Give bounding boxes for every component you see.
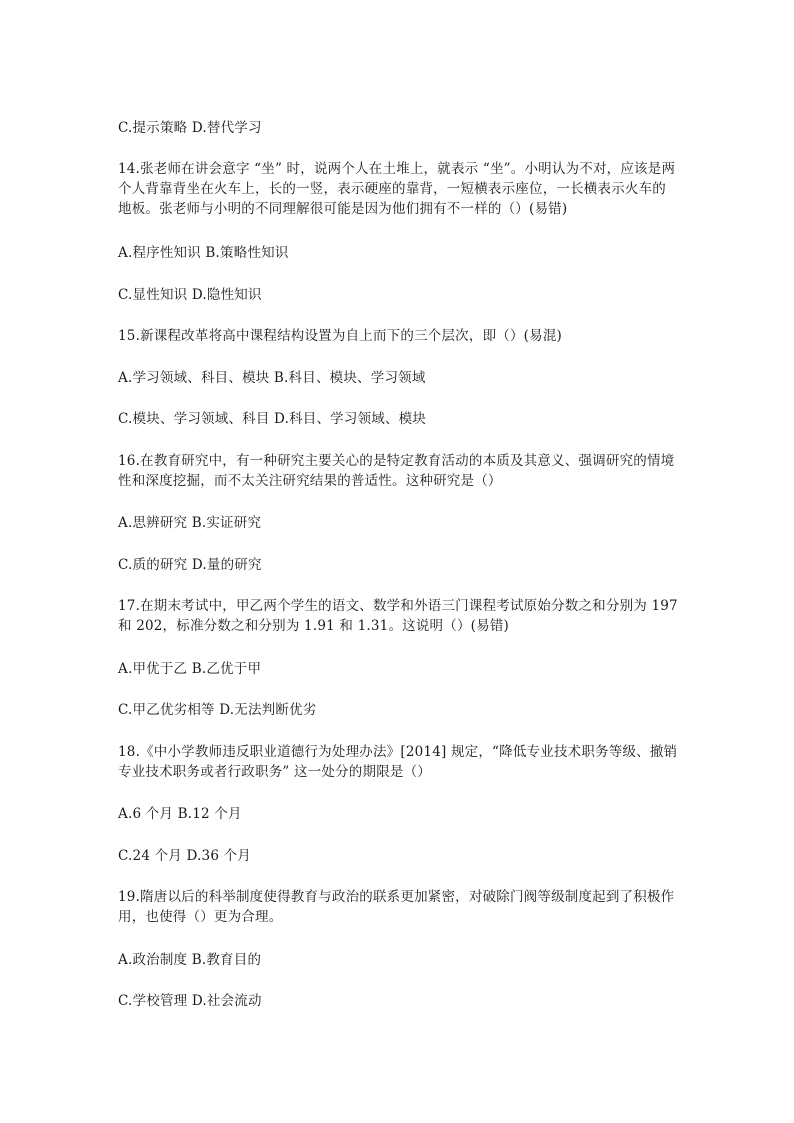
question-19: 19.隋唐以后的科举制度使得教育与政治的联系更加紧密，对破除门阀等级制度起到了积极作用，也使得（）更为合理。 bbox=[118, 889, 675, 925]
option-line-17-cd: C.甲乙优劣相等 D.无法判断优劣 bbox=[118, 702, 317, 718]
question-14: 14.张老师在讲会意字 “坐” 时，说两个人在土堆上，就表示 “坐”。小明认为不对，应该是两个人背靠背坐在火车上，长的一竖，表示硬座的靠背，一短横表示座位，一长横表示火车的地板。张老师与小明的不同理解很可能是因为他们拥有不一样的（）(易错) bbox=[118, 161, 676, 217]
option-line-19-ab: A.政治制度 B.教育目的 bbox=[118, 952, 262, 968]
option-line-15-ab: A.学习领域、科目、模块 B.科目、模块、学习领域 bbox=[118, 370, 426, 386]
option-line-13-cd: C.提示策略 D.替代学习 bbox=[118, 120, 262, 136]
option-line-14-cd: C.显性知识 D.隐性知识 bbox=[118, 287, 262, 303]
question-16: 16.在教育研究中，有一种研究主要关心的是特定教育活动的本质及其意义、强调研究的情境性和深度挖掘，而不太关注研究结果的普适性。这种研究是（） bbox=[118, 453, 675, 489]
question-17: 17.在期末考试中，甲乙两个学生的语文、数学和外语三门课程考试原始分数之和分别为 197 和 202，标准分数之和分别为 1.91 和 1.31。这说明（）(易错) bbox=[118, 598, 678, 634]
option-line-16-ab: A.思辨研究 B.实证研究 bbox=[118, 515, 262, 531]
question-15: 15.新课程改革将高中课程结构设置为自上而下的三个层次，即（）(易混) bbox=[118, 328, 563, 344]
option-line-19-cd: C.学校管理 D.社会流动 bbox=[118, 993, 262, 1009]
option-line-15-cd: C.模块、学习领域、科目 D.科目、学习领域、模块 bbox=[118, 411, 427, 427]
option-line-18-ab: A.6 个月 B.12 个月 bbox=[118, 806, 242, 822]
option-line-16-cd: C.质的研究 D.量的研究 bbox=[118, 557, 262, 573]
option-line-18-cd: C.24 个月 D.36 个月 bbox=[118, 848, 252, 864]
question-18: 18.《中小学教师违反职业道德行为处理办法》[2014] 规定，“降低专业技术职务等级、撤销专业技术职务或者行政职务” 这一处分的期限是（） bbox=[118, 744, 678, 780]
option-line-14-ab: A.程序性知识 B.策略性知识 bbox=[118, 245, 289, 261]
option-line-17-ab: A.甲优于乙 B.乙优于甲 bbox=[118, 661, 262, 677]
